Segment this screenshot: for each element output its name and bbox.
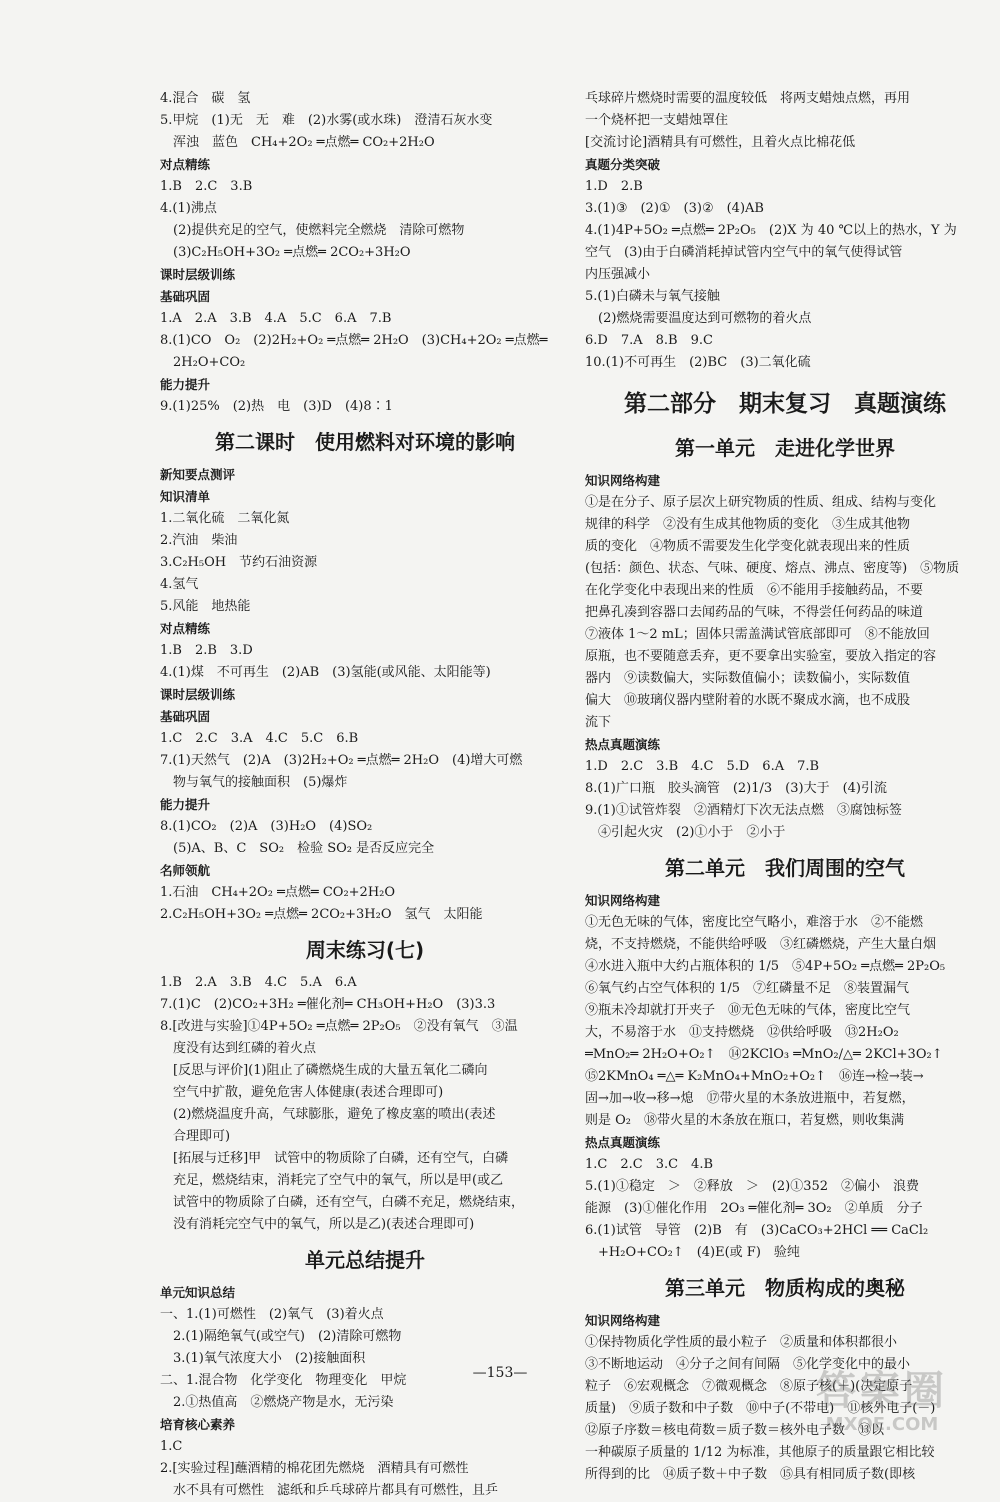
answer-line: 内压强减小 [585, 267, 651, 282]
subsection-label: 知识网络构建 [585, 473, 661, 488]
answer-line: 1.D 2.B [585, 179, 643, 194]
answer-line: 8.[改进与实验]①4P+5O₂ ═点燃═ 2P₂O₅ ②没有氧气 ③温 [160, 1019, 518, 1034]
answer-line: (5)A、B、C SO₂ 检验 SO₂ 是否反应完全 [160, 841, 435, 856]
answer-line: ⑦液体 1～2 mL；固体只需盖满试管底部即可 ⑧不能放回 [585, 627, 930, 642]
answer-line: 8.(1)广口瓶 胶头滴管 (2)1/3 (3)大于 (4)引流 [585, 781, 887, 796]
answer-line: 5.风能 地热能 [160, 599, 251, 614]
answer-line: ⑥氧气约占空气体积的 1/5 ⑦红磷量不足 ⑧装置漏气 [585, 981, 910, 996]
answer-line: ⑨瓶未冷却就打开夹子 ⑩无色无味的气体，密度比空气 [585, 1003, 911, 1018]
answer-line: 流下 [585, 715, 612, 730]
answer-line: [反思与评价](1)阻止了磷燃烧生成的大量五氧化二磷向 [160, 1063, 488, 1078]
answer-line: ⑫原子序数＝核电荷数＝质子数＝核外电子数 ⑬以 [585, 1423, 885, 1438]
left-column [160, 88, 570, 1502]
answer-line: [拓展与迁移]甲 试管中的物质除了白磷，还有空气，白磷 [160, 1151, 509, 1166]
answer-line: 9.(1)25% (2)热 电 (3)D (4)8∶1 [160, 399, 393, 414]
answer-line: 充足，燃烧结束，消耗完了空气中的氧气，所以是甲(或乙 [160, 1173, 504, 1188]
answer-line: 1.石油 CH₄+2O₂ ═点燃═ CO₂+2H₂O [160, 885, 396, 900]
section-heading: 单元总结提升 [305, 1248, 425, 1272]
answer-line: 8.(1)CO₂ (2)A (3)H₂O (4)SO₂ [160, 819, 373, 834]
answer-line: 1.B 2.C 3.B [160, 179, 253, 194]
answer-line: ①是在分子、原子层次上研究物质的性质、组成、结构与变化 [585, 495, 937, 510]
answer-line: 物与氧气的接触面积 (5)爆炸 [160, 775, 348, 790]
answer-line: (3)C₂H₅OH+3O₂ ═点燃═ 2CO₂+3H₂O [160, 245, 411, 260]
answer-line: ①无色无味的气体，密度比空气略小，难溶于水 ②不能燃 [585, 915, 924, 930]
section-heading: 第二单元 我们周围的空气 [665, 856, 905, 880]
answer-line: 质量) ⑨质子数和中子数 ⑩中子(不带电) ⑪核外电子(－) [585, 1401, 936, 1416]
answer-line: 固→加→收→移→熄 ⑰带火星的木条放进瓶中，若复燃， [585, 1091, 915, 1106]
answer-line: 一个烧杯把一支蜡烛罩住 [585, 113, 729, 128]
subsection-label: 能力提升 [160, 377, 211, 392]
answer-line: (2)燃烧需要温度达到可燃物的着火点 [585, 311, 812, 326]
answer-line: 7.(1)C (2)CO₂+3H₂ ═催化剂═ CH₃OH+H₂O (3)3.3 [160, 997, 496, 1012]
answer-line: 6.(1)试管 导管 (2)B 有 (3)CaCO₃+2HCl ══ CaCl₂ [585, 1223, 929, 1238]
subsection-label: 知识网络构建 [585, 1313, 661, 1328]
answer-line: (包括：颜色、状态、气味、硬度、熔点、沸点、密度等) ⑤物质 [585, 561, 960, 576]
answer-line: ④引起火灾 (2)①小于 ②小于 [585, 825, 786, 840]
subsection-label: 培育核心素养 [160, 1417, 236, 1432]
subsection-label: 热点真题演练 [585, 737, 661, 752]
part-heading: 第二部分 期末复习 真题演练 [624, 391, 946, 417]
answer-line: [交流讨论]酒精具有可燃性，且着火点比棉花低 [585, 135, 856, 150]
answer-line: 1.A 2.A 3.B 4.A 5.C 6.A 7.B [160, 311, 392, 326]
watermark-url: MXQE.COM [825, 1414, 939, 1435]
answer-line: 度没有达到红磷的着火点 [160, 1041, 317, 1056]
answer-line: 2.(1)隔绝氧气(或空气) (2)清除可燃物 [160, 1329, 402, 1344]
answer-line: 4.(1)煤 不可再生 (2)AB (3)氢能(或风能、太阳能等) [160, 665, 491, 680]
answer-line: 1.C 2.C 3.A 4.C 5.C 6.B [160, 731, 359, 746]
subsection-label: 对点精练 [160, 621, 211, 636]
subsection-label: 名师领航 [160, 863, 211, 878]
answer-line: 5.(1)①稳定 ＞ ②释放 ＞ (2)①352 ②偏小 浪费 [585, 1179, 920, 1194]
subsection-label: 基础巩固 [160, 289, 211, 304]
answer-line: 4.(1)沸点 [160, 201, 217, 216]
answer-line: 粒子 ⑥宏观概念 ⑦微观概念 ⑧原子核(＋)(决定原子 [585, 1379, 913, 1394]
answer-line: 7.(1)天然气 (2)A (3)2H₂+O₂ ═点燃═ 2H₂O (4)增大可燃 [160, 753, 523, 768]
answer-line: 合理即可) [160, 1129, 231, 1144]
answer-line: 2.汽油 柴油 [160, 533, 238, 548]
answer-line: 能源 (3)①催化作用 2O₃ ═催化剂═ 3O₂ ②单质 分子 [585, 1201, 923, 1216]
answer-line: 2.①热值高 ②燃烧产物是水，无污染 [160, 1395, 394, 1410]
answer-line: 试管中的物质除了白磷，还有空气，白磷不充足，燃烧结束， [160, 1195, 525, 1210]
answer-line: 质的变化 ④物质不需要发生化学变化就表现出来的性质 [585, 539, 911, 554]
answer-line: +H₂O+CO₂↑ (4)E(或 F) 验纯 [585, 1245, 800, 1260]
section-heading: 第三单元 物质构成的奥秘 [665, 1276, 905, 1300]
subsection-label: 基础巩固 [160, 709, 211, 724]
answer-line: (2)燃烧温度升高，气球膨胀，避免了橡皮塞的喷出(表述 [160, 1107, 496, 1122]
answer-line: 1.D 2.C 3.B 4.C 5.D 6.A 7.B [585, 759, 820, 774]
answer-line: 2.[实验过程]蘸酒精的棉花团先燃烧 酒精具有可燃性 [160, 1461, 469, 1476]
answer-line: 3.(1)③ (2)① (3)② (4)AB [585, 201, 764, 216]
section-heading: 周末练习(七) [305, 938, 425, 962]
answer-line: 偏大 ⑩玻璃仪器内壁附着的水既不聚成水滴，也不成股 [585, 693, 911, 708]
answer-line: ①保持物质化学性质的最小粒子 ②质量和体积都很小 [585, 1335, 898, 1350]
right-column [585, 88, 985, 1486]
answer-line: 10.(1)不可再生 (2)BC (3)二氧化硫 [585, 355, 811, 370]
answer-line: ═MnO₂═ 2H₂O+O₂↑ ⑭2KClO₃ ═MnO₂/△═ 2KCl+3O₂↑ [585, 1047, 943, 1062]
answer-line: 8.(1)CO O₂ (2)2H₂+O₂ ═点燃═ 2H₂O (3)CH₄+2O₂ ═点燃═ [160, 333, 548, 348]
subsection-label: 能力提升 [160, 797, 211, 812]
subsection-label: 单元知识总结 [160, 1285, 236, 1300]
answer-line: 2.C₂H₅OH+3O₂ ═点燃═ 2CO₂+3H₂O 氢气 太阳能 [160, 907, 483, 922]
answer-line: 1.C 2.C 3.C 4.B [585, 1157, 714, 1172]
answer-line: ⑮2KMnO₄ ═△═ K₂MnO₄+MnO₂+O₂↑ ⑯连→检→装→ [585, 1069, 924, 1084]
answer-line: 9.(1)①试管炸裂 ②酒精灯下次无法点燃 ③腐蚀标签 [585, 803, 902, 818]
answer-line: 1.二氧化硫 二氧化氮 [160, 511, 290, 526]
subsection-label: 真题分类突破 [585, 157, 661, 172]
answer-line: 所得到的比 ⑭质子数＋中子数 ⑮具有相同质子数(即核 [585, 1467, 916, 1482]
answer-line: 1.B 2.B 3.D [160, 643, 253, 658]
answer-line: 浑浊 蓝色 CH₄+2O₂ ═点燃═ CO₂+2H₂O [160, 135, 435, 150]
subsection-label: 课时层级训练 [160, 687, 236, 702]
answer-line: 4.氢气 [160, 577, 199, 592]
answer-line: 4.混合 碳 氢 [160, 91, 251, 106]
answer-line: 一种碳原子质量的 1/12 为标准，其他原子的质量跟它相比较 [585, 1445, 935, 1460]
answer-line: 3.C₂H₅OH 节约石油资源 [160, 555, 318, 570]
answer-line: 1.B 2.A 3.B 4.C 5.A 6.A [160, 975, 357, 990]
section-heading: 第一单元 走进化学世界 [675, 436, 895, 460]
section-heading: 第二课时 使用燃料对环境的影响 [215, 430, 515, 454]
answer-line: 器内 ⑨读数偏大，实际数值偏小；读数偏小，实际数值 [585, 671, 911, 686]
answer-line: ③不断地运动 ④分子之间有间隔 ⑤化学变化中的最小 [585, 1357, 911, 1372]
answer-line: 6.D 7.A 8.B 9.C [585, 333, 713, 348]
answer-line: 烧，不支持燃烧，不能供给呼吸 ③红磷燃烧，产生大量白烟 [585, 937, 937, 952]
answer-line: 则是 O₂ ⑱带火星的木条放在瓶口，若复燃，则收集满 [585, 1113, 905, 1128]
answer-line: 5.(1)白磷未与氧气接触 [585, 289, 720, 304]
answer-line: 把鼻孔凑到容器口去闻药品的气味，不得尝任何药品的味道 [585, 605, 924, 620]
page-number: —153— [472, 1365, 528, 1381]
answer-line: 5.甲烷 (1)无 无 难 (2)水雾(或水珠) 澄清石灰水变 [160, 113, 493, 128]
answer-line: 二、1.混合物 化学变化 物理变化 甲烷 [160, 1373, 407, 1388]
answer-line: ④水进入瓶中大约占瓶体积的 1/5 ⑤4P+5O₂ ═点燃═ 2P₂O₅ [585, 959, 946, 974]
subsection-label: 知识清单 [160, 489, 211, 504]
answer-line: 2H₂O+CO₂ [160, 355, 246, 370]
answer-line: 没有消耗完空气中的氧气，所以是乙)(表述合理即可) [160, 1217, 475, 1232]
answer-line: 乓球碎片燃烧时需要的温度较低 将两支蜡烛点燃，再用 [585, 91, 911, 106]
answer-line: 3.(1)氧气浓度大小 (2)接触面积 [160, 1351, 366, 1366]
answer-line: 空气 (3)由于白磷消耗掉试管内空气中的氧气使得试管 [585, 245, 903, 260]
watermark-text: 答案圈 [816, 1368, 948, 1414]
answer-line: 规律的科学 ②没有生成其他物质的变化 ③生成其他物 [585, 517, 911, 532]
answer-line: 原瓶，也不要随意丢弃，更不要拿出实验室，要放入指定的容 [585, 649, 937, 664]
answer-line: 一、1.(1)可燃性 (2)氧气 (3)着火点 [160, 1307, 384, 1322]
answer-line: 在化学变化中表现出来的性质 ⑥不能用手接触药品，不要 [585, 583, 924, 598]
answer-line: 大，不易溶于水 ⑪支持燃烧 ⑫供给呼吸 ⑬2H₂O₂ [585, 1025, 899, 1040]
answer-line: 水不具有可燃性 滤纸和乒乓球碎片都具有可燃性，且乒 [160, 1483, 499, 1498]
answer-line: 空气中扩散，避免危害人体健康(表述合理即可) [160, 1085, 444, 1100]
answer-line: 1.C [160, 1439, 183, 1454]
subsection-label: 知识网络构建 [585, 893, 661, 908]
subsection-label: 对点精练 [160, 157, 211, 172]
subsection-label: 新知要点测评 [160, 467, 236, 482]
watermark-logo [782, 1368, 982, 1448]
subsection-label: 热点真题演练 [585, 1135, 661, 1150]
answer-line: 4.(1)4P+5O₂ ═点燃═ 2P₂O₅ (2)X 为 40 ℃以上的热水，Y 为 [585, 223, 957, 238]
subsection-label: 课时层级训练 [160, 267, 236, 282]
answer-line: (2)提供充足的空气，使燃料完全燃烧 清除可燃物 [160, 223, 465, 238]
